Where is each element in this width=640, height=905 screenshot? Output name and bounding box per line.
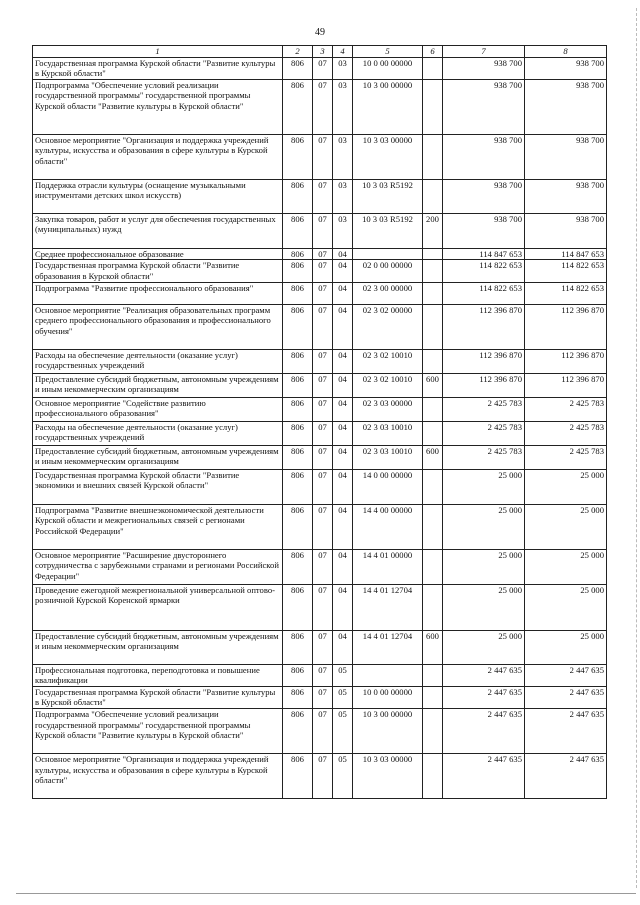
- table-row: [33, 664, 607, 686]
- target-article: 02 3 02 00000: [353, 304, 423, 349]
- amount-year-2: 114 822 653: [525, 282, 607, 304]
- code-subsection: 04: [333, 504, 353, 549]
- amount-year-2: 114 822 653: [525, 260, 607, 282]
- code-subsection: 05: [333, 686, 353, 708]
- amount-year-2: 938 700: [525, 179, 607, 213]
- row-name: Подпрограмма "Обеспечение условий реализации государственной программы" государственной программы Курской области "Развитие культуры в Курской области": [33, 708, 283, 753]
- expense-type: [423, 134, 443, 179]
- expense-type: [423, 304, 443, 349]
- page-bottom-rule: [16, 893, 636, 894]
- table-row: [33, 686, 607, 708]
- target-article: 14 4 01 12704: [353, 630, 423, 664]
- amount-year-2: 112 396 870: [525, 304, 607, 349]
- code-subsection: 03: [333, 213, 353, 248]
- target-article: 10 3 03 00000: [353, 134, 423, 179]
- code-admin: 806: [283, 549, 313, 584]
- row-name: Предоставление субсидий бюджетным, автономным учреждениям и иным некоммерческим организациям: [33, 445, 283, 469]
- code-section: 07: [313, 630, 333, 664]
- amount-year-1: 25 000: [443, 504, 525, 549]
- expense-type: [423, 282, 443, 304]
- target-article: 10 0 00 00000: [353, 686, 423, 708]
- code-section: 07: [313, 349, 333, 373]
- amount-year-1: 2 447 635: [443, 686, 525, 708]
- code-subsection: 04: [333, 421, 353, 445]
- amount-year-2: 25 000: [525, 630, 607, 664]
- amount-year-1: 114 822 653: [443, 282, 525, 304]
- code-subsection: 04: [333, 397, 353, 421]
- expense-type: [423, 584, 443, 630]
- code-admin: 806: [283, 753, 313, 798]
- code-subsection: 04: [333, 469, 353, 504]
- row-name: Подпрограмма "Развитие профессионального образования": [33, 282, 283, 304]
- code-subsection: 04: [333, 630, 353, 664]
- row-name: Основное мероприятие "Расширение двустороннего сотрудничества с зарубежными странами и регионами Российской Федерации": [33, 549, 283, 584]
- amount-year-1: 25 000: [443, 469, 525, 504]
- row-name: Основное мероприятие "Организация и поддержка учреждений культуры, искусства и образования в сфере культуры в Курской области": [33, 753, 283, 798]
- code-section: 07: [313, 708, 333, 753]
- amount-year-1: 112 396 870: [443, 349, 525, 373]
- expense-type: [423, 179, 443, 213]
- row-name: Среднее профессиональное образование: [33, 248, 283, 260]
- code-subsection: 05: [333, 753, 353, 798]
- code-section: 07: [313, 584, 333, 630]
- code-admin: 806: [283, 421, 313, 445]
- expense-type: [423, 686, 443, 708]
- code-section: 07: [313, 304, 333, 349]
- expense-type: [423, 664, 443, 686]
- amount-year-1: 114 847 653: [443, 248, 525, 260]
- table-row: [33, 304, 607, 349]
- row-name: Основное мероприятие "Организация и поддержка учреждений культуры, искусства и образования в сфере культуры в Курской области": [33, 134, 283, 179]
- code-subsection: 03: [333, 79, 353, 134]
- amount-year-1: 2 447 635: [443, 753, 525, 798]
- amount-year-2: 2 447 635: [525, 664, 607, 686]
- expense-type: [423, 248, 443, 260]
- amount-year-2: 938 700: [525, 79, 607, 134]
- row-name: Поддержка отрасли культуры (оснащение музыкальными инструментами детских школ искусств): [33, 179, 283, 213]
- target-article: 10 0 00 00000: [353, 57, 423, 79]
- code-admin: 806: [283, 708, 313, 753]
- amount-year-2: 114 847 653: [525, 248, 607, 260]
- code-admin: 806: [283, 504, 313, 549]
- code-section: 07: [313, 57, 333, 79]
- amount-year-2: 2 447 635: [525, 708, 607, 753]
- target-article: 14 4 01 12704: [353, 584, 423, 630]
- expense-type: [423, 421, 443, 445]
- code-subsection: 03: [333, 179, 353, 213]
- expense-type: [423, 349, 443, 373]
- row-name: Государственная программа Курской области "Развитие образования в Курской области": [33, 260, 283, 282]
- code-section: 07: [313, 686, 333, 708]
- table-row: [33, 421, 607, 445]
- amount-year-2: 938 700: [525, 57, 607, 79]
- target-article: 02 3 03 00000: [353, 397, 423, 421]
- code-admin: 806: [283, 630, 313, 664]
- target-article: 10 3 00 00000: [353, 79, 423, 134]
- target-article: 10 3 03 00000: [353, 753, 423, 798]
- code-section: 07: [313, 504, 333, 549]
- code-subsection: 04: [333, 304, 353, 349]
- code-admin: 806: [283, 248, 313, 260]
- code-section: 07: [313, 421, 333, 445]
- table-row: [33, 213, 607, 248]
- amount-year-2: 112 396 870: [525, 349, 607, 373]
- amount-year-1: 2 425 783: [443, 421, 525, 445]
- code-subsection: 05: [333, 664, 353, 686]
- code-section: 07: [313, 134, 333, 179]
- row-name: Профессиональная подготовка, переподготовка и повышение квалификации: [33, 664, 283, 686]
- expense-type: [423, 708, 443, 753]
- row-name: Предоставление субсидий бюджетным, автономным учреждениям и иным некоммерческим организациям: [33, 630, 283, 664]
- amount-year-1: 938 700: [443, 179, 525, 213]
- amount-year-2: 2 447 635: [525, 753, 607, 798]
- code-section: 07: [313, 469, 333, 504]
- amount-year-1: 25 000: [443, 584, 525, 630]
- expense-type: [423, 504, 443, 549]
- code-section: 07: [313, 260, 333, 282]
- code-admin: 806: [283, 260, 313, 282]
- target-article: 02 3 02 10010: [353, 349, 423, 373]
- table-row: [33, 179, 607, 213]
- target-article: [353, 664, 423, 686]
- row-name: Основное мероприятие "Содействие развитию профессионального образования": [33, 397, 283, 421]
- amount-year-2: 112 396 870: [525, 373, 607, 397]
- code-section: 07: [313, 248, 333, 260]
- target-article: 10 3 00 00000: [353, 708, 423, 753]
- target-article: [353, 248, 423, 260]
- code-section: 07: [313, 213, 333, 248]
- table-row: [33, 134, 607, 179]
- row-name: Расходы на обеспечение деятельности (оказание услуг) государственных учреждений: [33, 421, 283, 445]
- code-admin: 806: [283, 349, 313, 373]
- code-subsection: 04: [333, 549, 353, 584]
- target-article: 10 3 03 R5192: [353, 213, 423, 248]
- code-admin: 806: [283, 304, 313, 349]
- code-subsection: 04: [333, 584, 353, 630]
- row-name: Предоставление субсидий бюджетным, автономным учреждениям и иным некоммерческим организациям: [33, 373, 283, 397]
- table-header-row: [33, 46, 607, 58]
- code-section: 07: [313, 79, 333, 134]
- table-row: [33, 630, 607, 664]
- code-subsection: 04: [333, 373, 353, 397]
- header-cell: 6: [423, 46, 443, 58]
- code-subsection: 03: [333, 134, 353, 179]
- page-number: 49: [315, 27, 325, 38]
- table-row: [33, 349, 607, 373]
- amount-year-1: 938 700: [443, 213, 525, 248]
- code-admin: 806: [283, 282, 313, 304]
- amount-year-1: 2 425 783: [443, 445, 525, 469]
- target-article: 02 3 02 10010: [353, 373, 423, 397]
- target-article: 02 3 00 00000: [353, 282, 423, 304]
- table-row: [33, 753, 607, 798]
- amount-year-2: 938 700: [525, 213, 607, 248]
- header-cell: 7: [443, 46, 525, 58]
- code-admin: 806: [283, 445, 313, 469]
- amount-year-2: 938 700: [525, 134, 607, 179]
- amount-year-1: 25 000: [443, 549, 525, 584]
- amount-year-1: 2 447 635: [443, 708, 525, 753]
- expense-type: [423, 549, 443, 584]
- row-name: Государственная программа Курской области "Развитие культуры в Курской области": [33, 686, 283, 708]
- code-subsection: 04: [333, 282, 353, 304]
- target-article: 14 4 00 00000: [353, 504, 423, 549]
- amount-year-2: 25 000: [525, 504, 607, 549]
- row-name: Проведение ежегодной межрегиональной универсальной оптово-розничной Курской Коренской ярмарки: [33, 584, 283, 630]
- page-edge-line: [636, 8, 638, 888]
- code-admin: 806: [283, 79, 313, 134]
- table-row: [33, 708, 607, 753]
- row-name: Закупка товаров, работ и услуг для обеспечения государственных (муниципальных) нужд: [33, 213, 283, 248]
- row-name: Государственная программа Курской области "Развитие экономики и внешних связей Курской области": [33, 469, 283, 504]
- code-admin: 806: [283, 584, 313, 630]
- code-admin: 806: [283, 373, 313, 397]
- header-cell: 2: [283, 46, 313, 58]
- amount-year-1: 938 700: [443, 79, 525, 134]
- target-article: 14 4 01 00000: [353, 549, 423, 584]
- table-row: [33, 282, 607, 304]
- code-section: 07: [313, 445, 333, 469]
- table-row: [33, 397, 607, 421]
- table-row: [33, 445, 607, 469]
- expense-type: 600: [423, 445, 443, 469]
- expense-type: [423, 397, 443, 421]
- code-admin: 806: [283, 686, 313, 708]
- amount-year-2: 2 425 783: [525, 397, 607, 421]
- code-section: 07: [313, 373, 333, 397]
- expense-type: 600: [423, 630, 443, 664]
- amount-year-1: 2 425 783: [443, 397, 525, 421]
- expense-type: [423, 469, 443, 504]
- expense-type: [423, 260, 443, 282]
- amount-year-1: 25 000: [443, 630, 525, 664]
- expense-type: [423, 753, 443, 798]
- table-row: [33, 549, 607, 584]
- table-row: [33, 248, 607, 260]
- code-admin: 806: [283, 469, 313, 504]
- table-row: [33, 584, 607, 630]
- amount-year-2: 2 447 635: [525, 686, 607, 708]
- amount-year-2: 25 000: [525, 549, 607, 584]
- table-row: [33, 469, 607, 504]
- code-section: 07: [313, 753, 333, 798]
- header-cell: 1: [33, 46, 283, 58]
- code-subsection: 04: [333, 248, 353, 260]
- target-article: 02 3 03 10010: [353, 421, 423, 445]
- amount-year-1: 112 396 870: [443, 373, 525, 397]
- code-subsection: 03: [333, 57, 353, 79]
- code-section: 07: [313, 664, 333, 686]
- row-name: Государственная программа Курской области "Развитие культуры в Курской области": [33, 57, 283, 79]
- row-name: Основное мероприятие "Реализация образовательных программ среднего профессионального образования и профессионального обучения": [33, 304, 283, 349]
- code-subsection: 04: [333, 445, 353, 469]
- amount-year-1: 938 700: [443, 57, 525, 79]
- table-row: [33, 504, 607, 549]
- expense-type: [423, 79, 443, 134]
- code-section: 07: [313, 179, 333, 213]
- expense-type: 600: [423, 373, 443, 397]
- code-section: 07: [313, 282, 333, 304]
- code-admin: 806: [283, 134, 313, 179]
- code-section: 07: [313, 397, 333, 421]
- amount-year-2: 2 425 783: [525, 445, 607, 469]
- code-admin: 806: [283, 213, 313, 248]
- header-cell: 3: [313, 46, 333, 58]
- header-cell: 8: [525, 46, 607, 58]
- budget-table: [32, 45, 607, 799]
- header-cell: 5: [353, 46, 423, 58]
- amount-year-2: 25 000: [525, 584, 607, 630]
- target-article: 02 0 00 00000: [353, 260, 423, 282]
- header-cell: 4: [333, 46, 353, 58]
- code-section: 07: [313, 549, 333, 584]
- table-row: [33, 260, 607, 282]
- amount-year-1: 112 396 870: [443, 304, 525, 349]
- code-subsection: 04: [333, 260, 353, 282]
- code-subsection: 05: [333, 708, 353, 753]
- amount-year-2: 2 425 783: [525, 421, 607, 445]
- amount-year-1: 2 447 635: [443, 664, 525, 686]
- code-admin: 806: [283, 57, 313, 79]
- table-row: [33, 79, 607, 134]
- table-row: [33, 373, 607, 397]
- expense-type: 200: [423, 213, 443, 248]
- amount-year-2: 25 000: [525, 469, 607, 504]
- target-article: 14 0 00 00000: [353, 469, 423, 504]
- code-admin: 806: [283, 397, 313, 421]
- target-article: 10 3 03 R5192: [353, 179, 423, 213]
- amount-year-1: 114 822 653: [443, 260, 525, 282]
- amount-year-1: 938 700: [443, 134, 525, 179]
- table-row: [33, 57, 607, 79]
- row-name: Подпрограмма "Развитие внешнеэкономической деятельности Курской области и межрегиональных связей с регионами Российской Федерации": [33, 504, 283, 549]
- code-subsection: 04: [333, 349, 353, 373]
- expense-type: [423, 57, 443, 79]
- code-admin: 806: [283, 179, 313, 213]
- code-admin: 806: [283, 664, 313, 686]
- target-article: 02 3 03 10010: [353, 445, 423, 469]
- row-name: Подпрограмма "Обеспечение условий реализации государственной программы" государственной программы Курской области "Развитие культуры в Курской области": [33, 79, 283, 134]
- row-name: Расходы на обеспечение деятельности (оказание услуг) государственных учреждений: [33, 349, 283, 373]
